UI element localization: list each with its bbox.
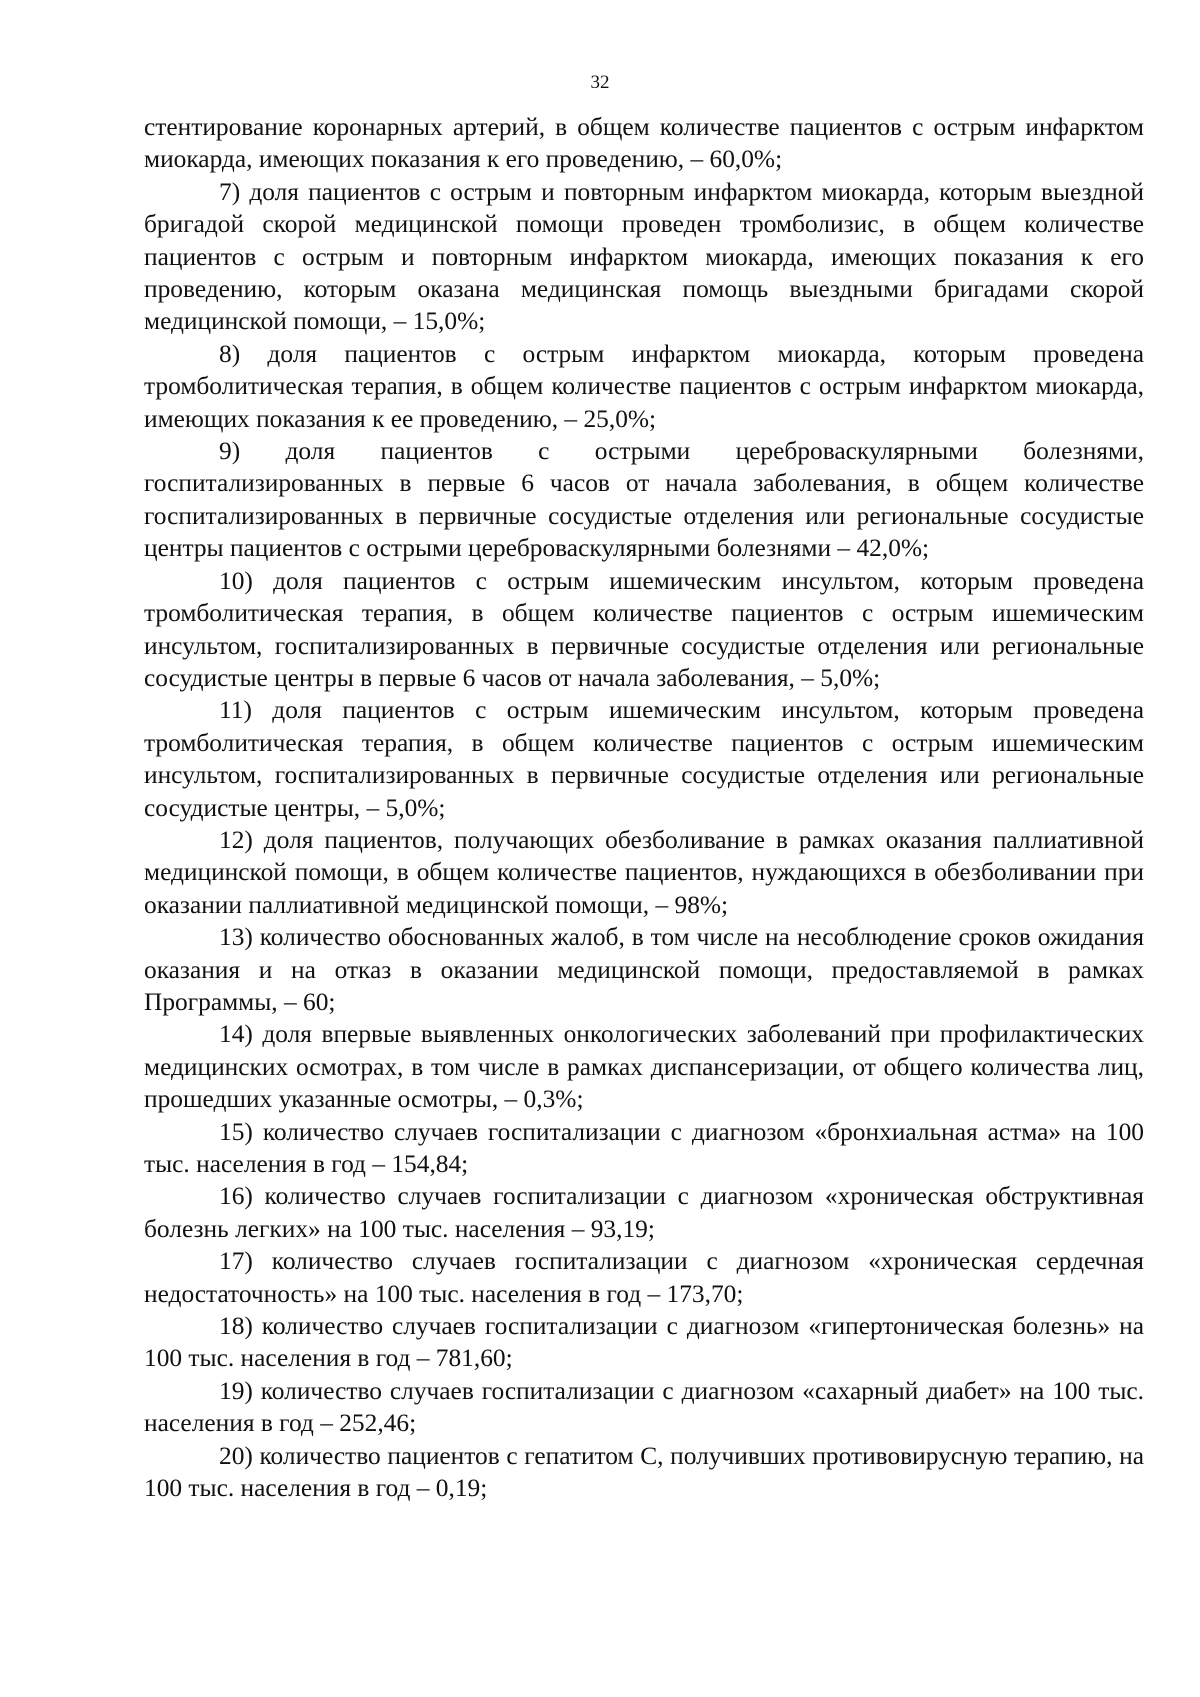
paragraph-item-15: 15) количество случаев госпитализации с диагнозом «бронхиальная астма» на 100 тыс. населения в год – 154,84; <box>144 1117 1144 1178</box>
paragraph-item-12: 12) доля пациентов, получающих обезболивание в рамках оказания паллиативной медицинской помощи, в общем количестве пациентов, нуждающихся в обезболивании при оказании паллиативной медицинской помощи, – 98%; <box>144 825 1144 919</box>
paragraph-item-8: 8) доля пациентов с острым инфарктом миокарда, которым проведена тромболитическая терапия, в общем количестве пациентов с острым инфарктом миокарда, имеющих показания к ее проведению, – 25,0%; <box>144 339 1144 433</box>
paragraph-item-14: 14) доля впервые выявленных онкологических заболеваний при профилактических медицинских осмотрах, в том числе в рамках диспансеризации, от общего количества лиц, прошедших указанные осмотры, – 0,3%; <box>144 1020 1144 1114</box>
paragraph-item-7: 7) доля пациентов с острым и повторным инфарктом миокарда, которым выездной бригадой скорой медицинской помощи проведен тромболизис, в общем количестве пациентов с острым и повторным инфарктом миокарда, имеющих показания к его проведению, которым оказана медицинская помощь выездными бригадами скорой медицинской помощи, – 15,0%; <box>144 177 1144 336</box>
document-body <box>144 111 1144 1504</box>
paragraph-item-20: 20) количество пациентов с гепатитом С, получивших противовирусную терапию, на 100 тыс. населения в год – 0,19; <box>144 1441 1144 1503</box>
paragraph-item-11: 11) доля пациентов с острым ишемическим инсультом, которым проведена тромболитическая терапия, в общем количестве пациентов с острым ишемическим инсультом, госпитализированных в первичные сосудистые отделения или региональные сосудистые центры, – 5,0%; <box>144 696 1144 822</box>
paragraph-item-18: 18) количество случаев госпитализации с диагнозом «гипертоническая болезнь» на 100 тыс. населения в год – 781,60; <box>144 1312 1144 1373</box>
paragraph-continuation: стентирование коронарных артерий, в общем количестве пациентов с острым инфарктом миокарда, имеющих показания к его проведению, – 60,0%; <box>144 113 1144 174</box>
paragraph-item-16: 16) количество случаев госпитализации с диагнозом «хроническая обструктивная болезнь легких» на 100 тыс. населения – 93,19; <box>144 1182 1144 1243</box>
paragraph-item-10: 10) доля пациентов с острым ишемическим инсультом, которым проведена тромболитическая терапия, в общем количестве пациентов с острым ишемическим инсультом, госпитализированных в первичные сосудистые отделения или региональные сосудистые центры в первые 6 часов от начала заболевания, – 5,0%; <box>144 566 1144 692</box>
paragraph-item-17: 17) количество случаев госпитализации с диагнозом «хроническая сердечная недостаточность» на 100 тыс. населения в год – 173,70; <box>144 1247 1144 1308</box>
page-number: 32 <box>590 72 610 93</box>
paragraph-item-13: 13) количество обоснованных жалоб, в том числе на несоблюдение сроков ожидания оказания и на отказ в оказании медицинской помощи, предоставляемой в рамках Программы, – 60; <box>144 923 1144 1016</box>
paragraph-item-19: 19) количество случаев госпитализации с диагнозом «сахарный диабет» на 100 тыс. населения в год – 252,46; <box>144 1376 1144 1438</box>
paragraph-item-9: 9) доля пациентов с острыми цереброваскулярными болезнями, госпитализированных в первые 6 часов от начала заболевания, в общем количестве госпитализированных в первичные сосудистые отделения или региональные сосудистые центры пациентов с острыми цереброваскулярными болезнями – 42,0%; <box>144 437 1144 563</box>
